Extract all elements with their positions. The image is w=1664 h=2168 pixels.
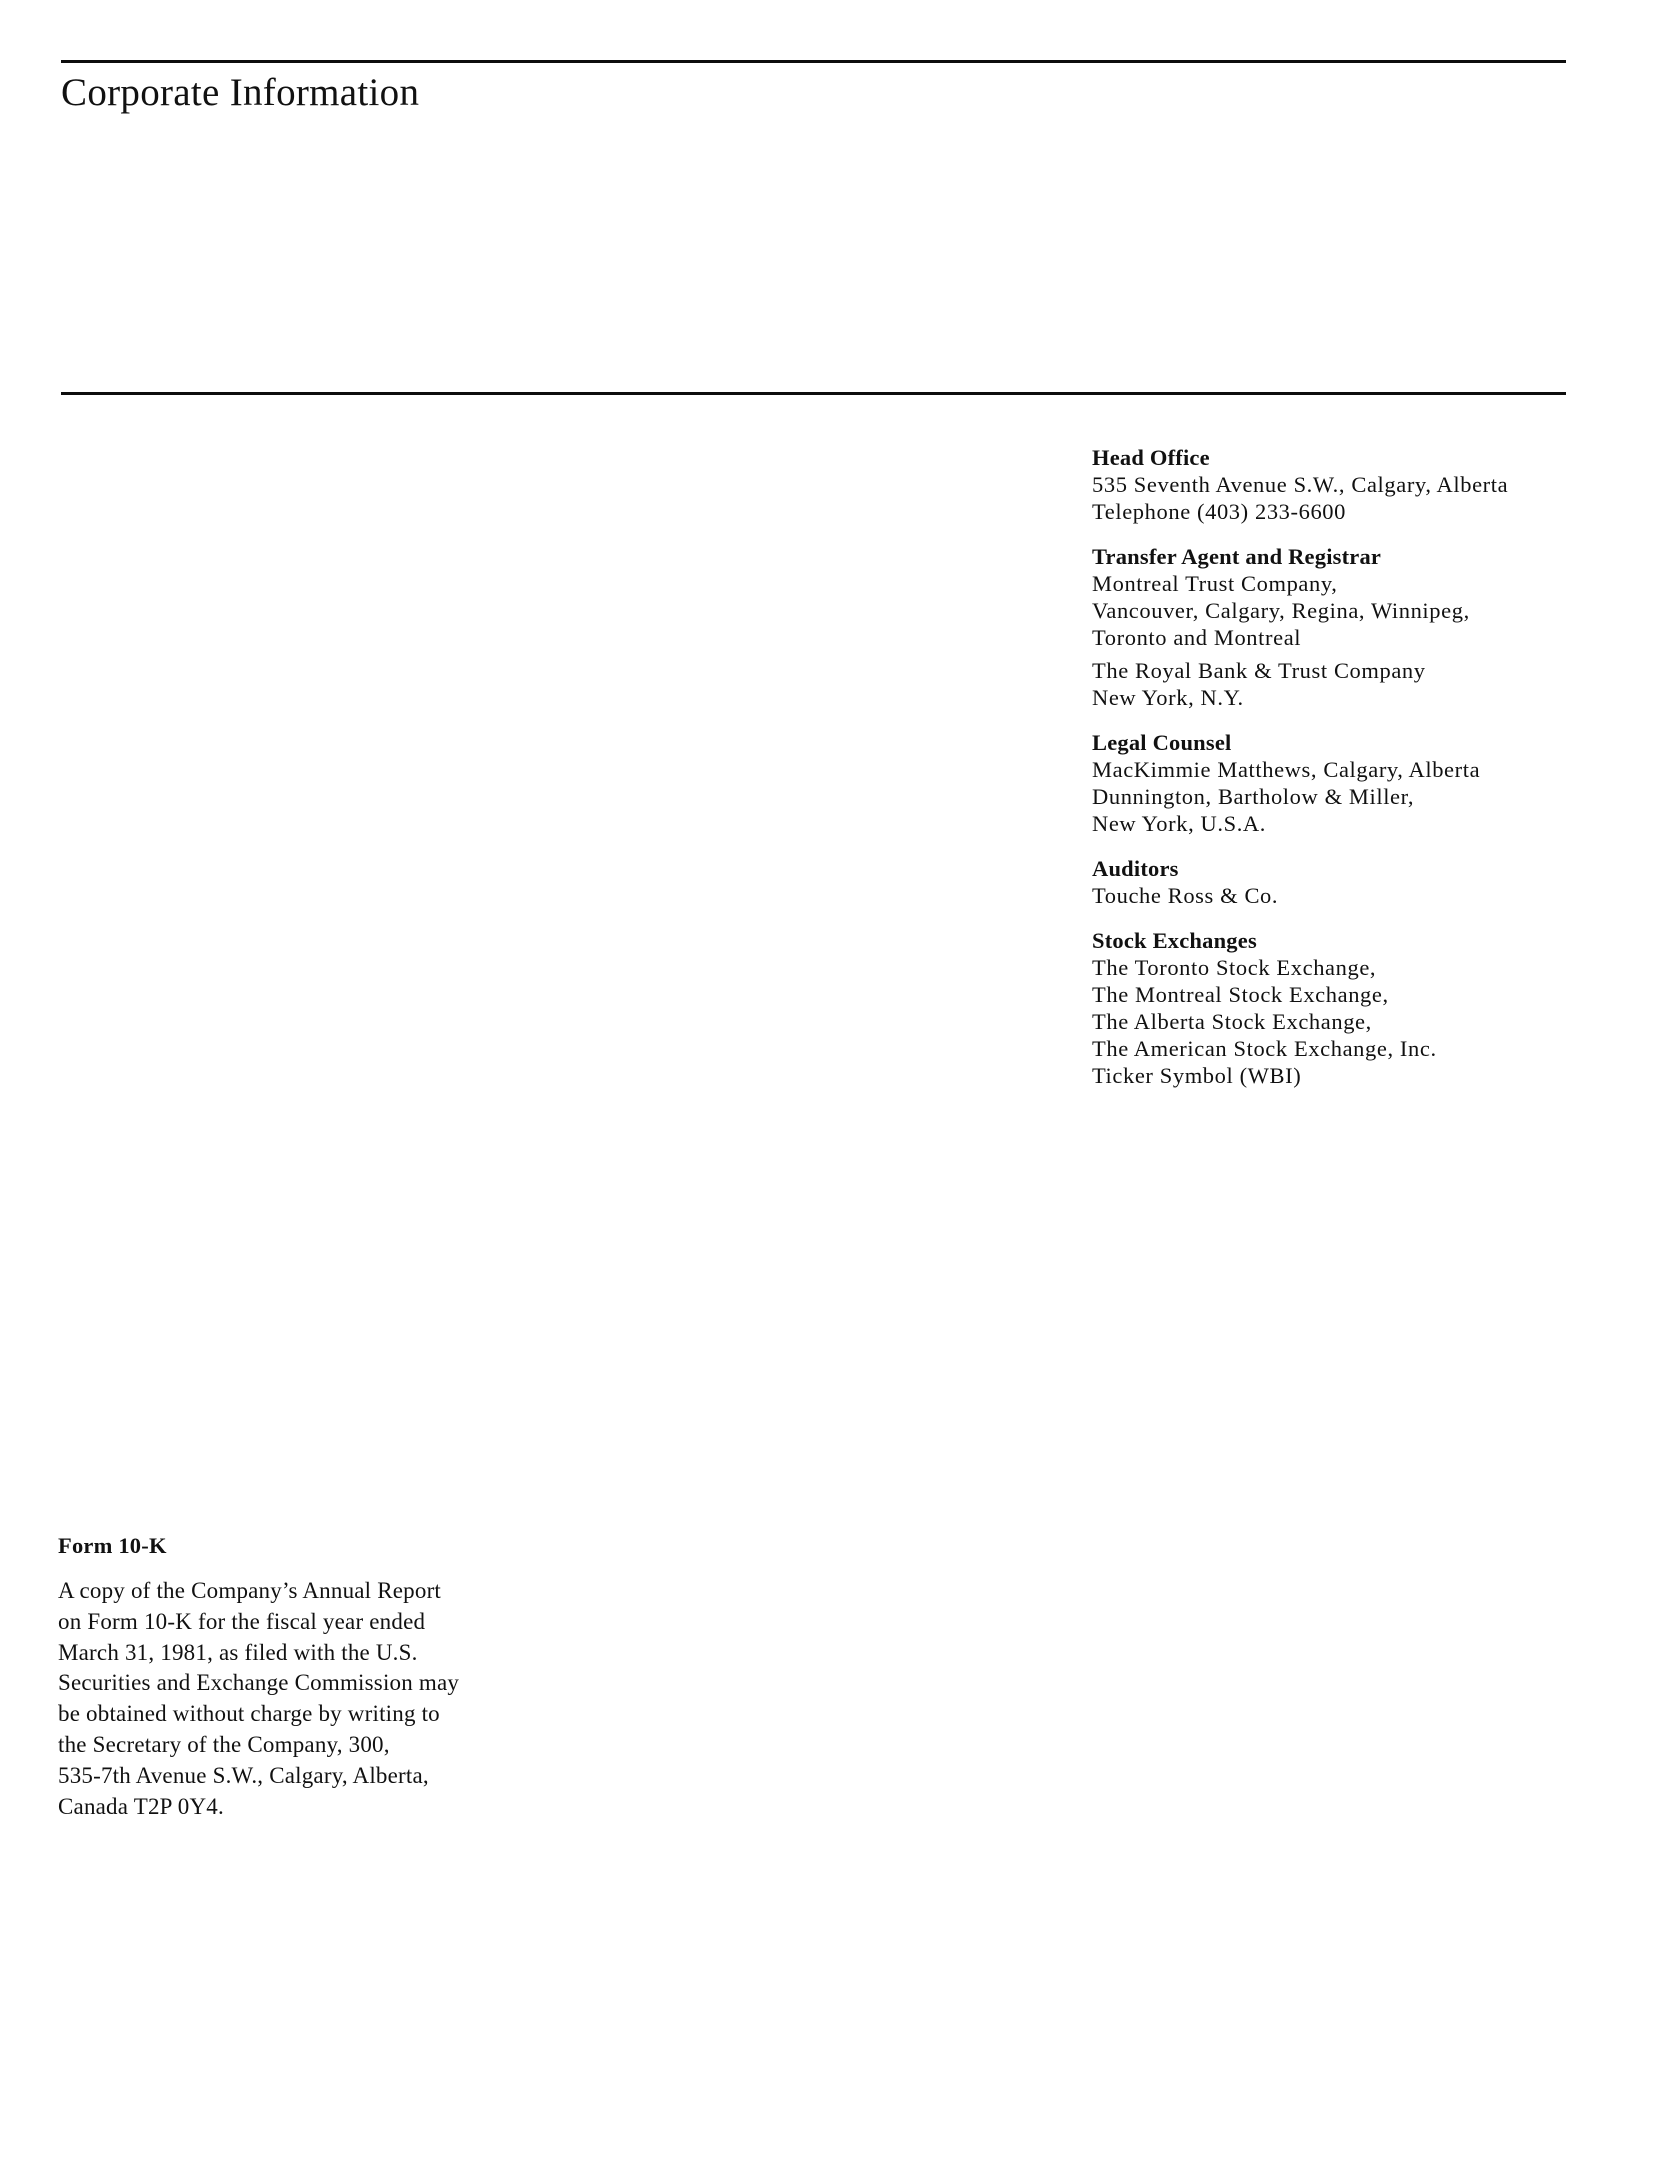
text-line: The Alberta Stock Exchange, [1092,1009,1372,1034]
head-office-section [1092,444,1612,525]
stock-exchanges-section [1092,927,1612,1089]
corporate-details-column [1092,444,1612,1107]
text-line: New York, N.Y. [1092,685,1244,710]
telephone-line: Telephone (403) 233-6600 [1092,499,1347,524]
text-line: The American Stock Exchange, Inc. [1092,1036,1437,1061]
text-line: Dunnington, Bartholow & Miller, [1092,784,1415,809]
text-line: Montreal Trust Company, [1092,571,1338,596]
text-line: Vancouver, Calgary, Regina, Winnipeg, [1092,598,1470,623]
ticker-symbol: Ticker Symbol (WBI) [1092,1063,1302,1088]
form-10k-heading: Form 10-K [58,1533,167,1558]
text-line: The Montreal Stock Exchange, [1092,982,1389,1007]
text-line: Touche Ross & Co. [1092,883,1279,908]
text-line: A copy of the Company’s Annual Report [58,1578,442,1603]
text-line: The Toronto Stock Exchange, [1092,955,1377,980]
text-line: Canada T2P 0Y4. [58,1793,224,1819]
section-heading: Auditors [1092,856,1179,881]
top-rule [61,60,1566,63]
text-line: March 31, 1981, as filed with the U.S. [58,1639,418,1665]
page-title: Corporate Information [61,71,420,114]
transfer-agent-section [1092,543,1612,711]
secondary-agent [1092,657,1612,711]
text-line: the Secretary of the Company, 300, [58,1731,390,1757]
text-line: Toronto and Montreal [1092,625,1302,650]
text-line: The Royal Bank & Trust Company [1092,658,1426,683]
auditors-section [1092,855,1612,909]
text-line: 535-7th Avenue S.W., Calgary, Alberta, [58,1762,429,1788]
section-heading: Stock Exchanges [1092,928,1257,953]
address-line: 535 Seventh Avenue S.W., Calgary, Alberta [1092,472,1509,497]
section-rule [61,392,1566,395]
section-heading: Transfer Agent and Registrar [1092,544,1382,569]
legal-counsel-section [1092,729,1612,837]
section-heading: Head Office [1092,445,1210,470]
text-line: New York, U.S.A. [1092,811,1266,836]
text-line: be obtained without charge by writing to [58,1701,440,1727]
text-line: MacKimmie Matthews, Calgary, Alberta [1092,757,1481,782]
text-line: Securities and Exchange Commission may [58,1670,460,1696]
form-10k-block [58,1532,558,1822]
section-heading: Legal Counsel [1092,730,1232,755]
text-line: on Form 10-K for the fiscal year ended [58,1608,426,1634]
